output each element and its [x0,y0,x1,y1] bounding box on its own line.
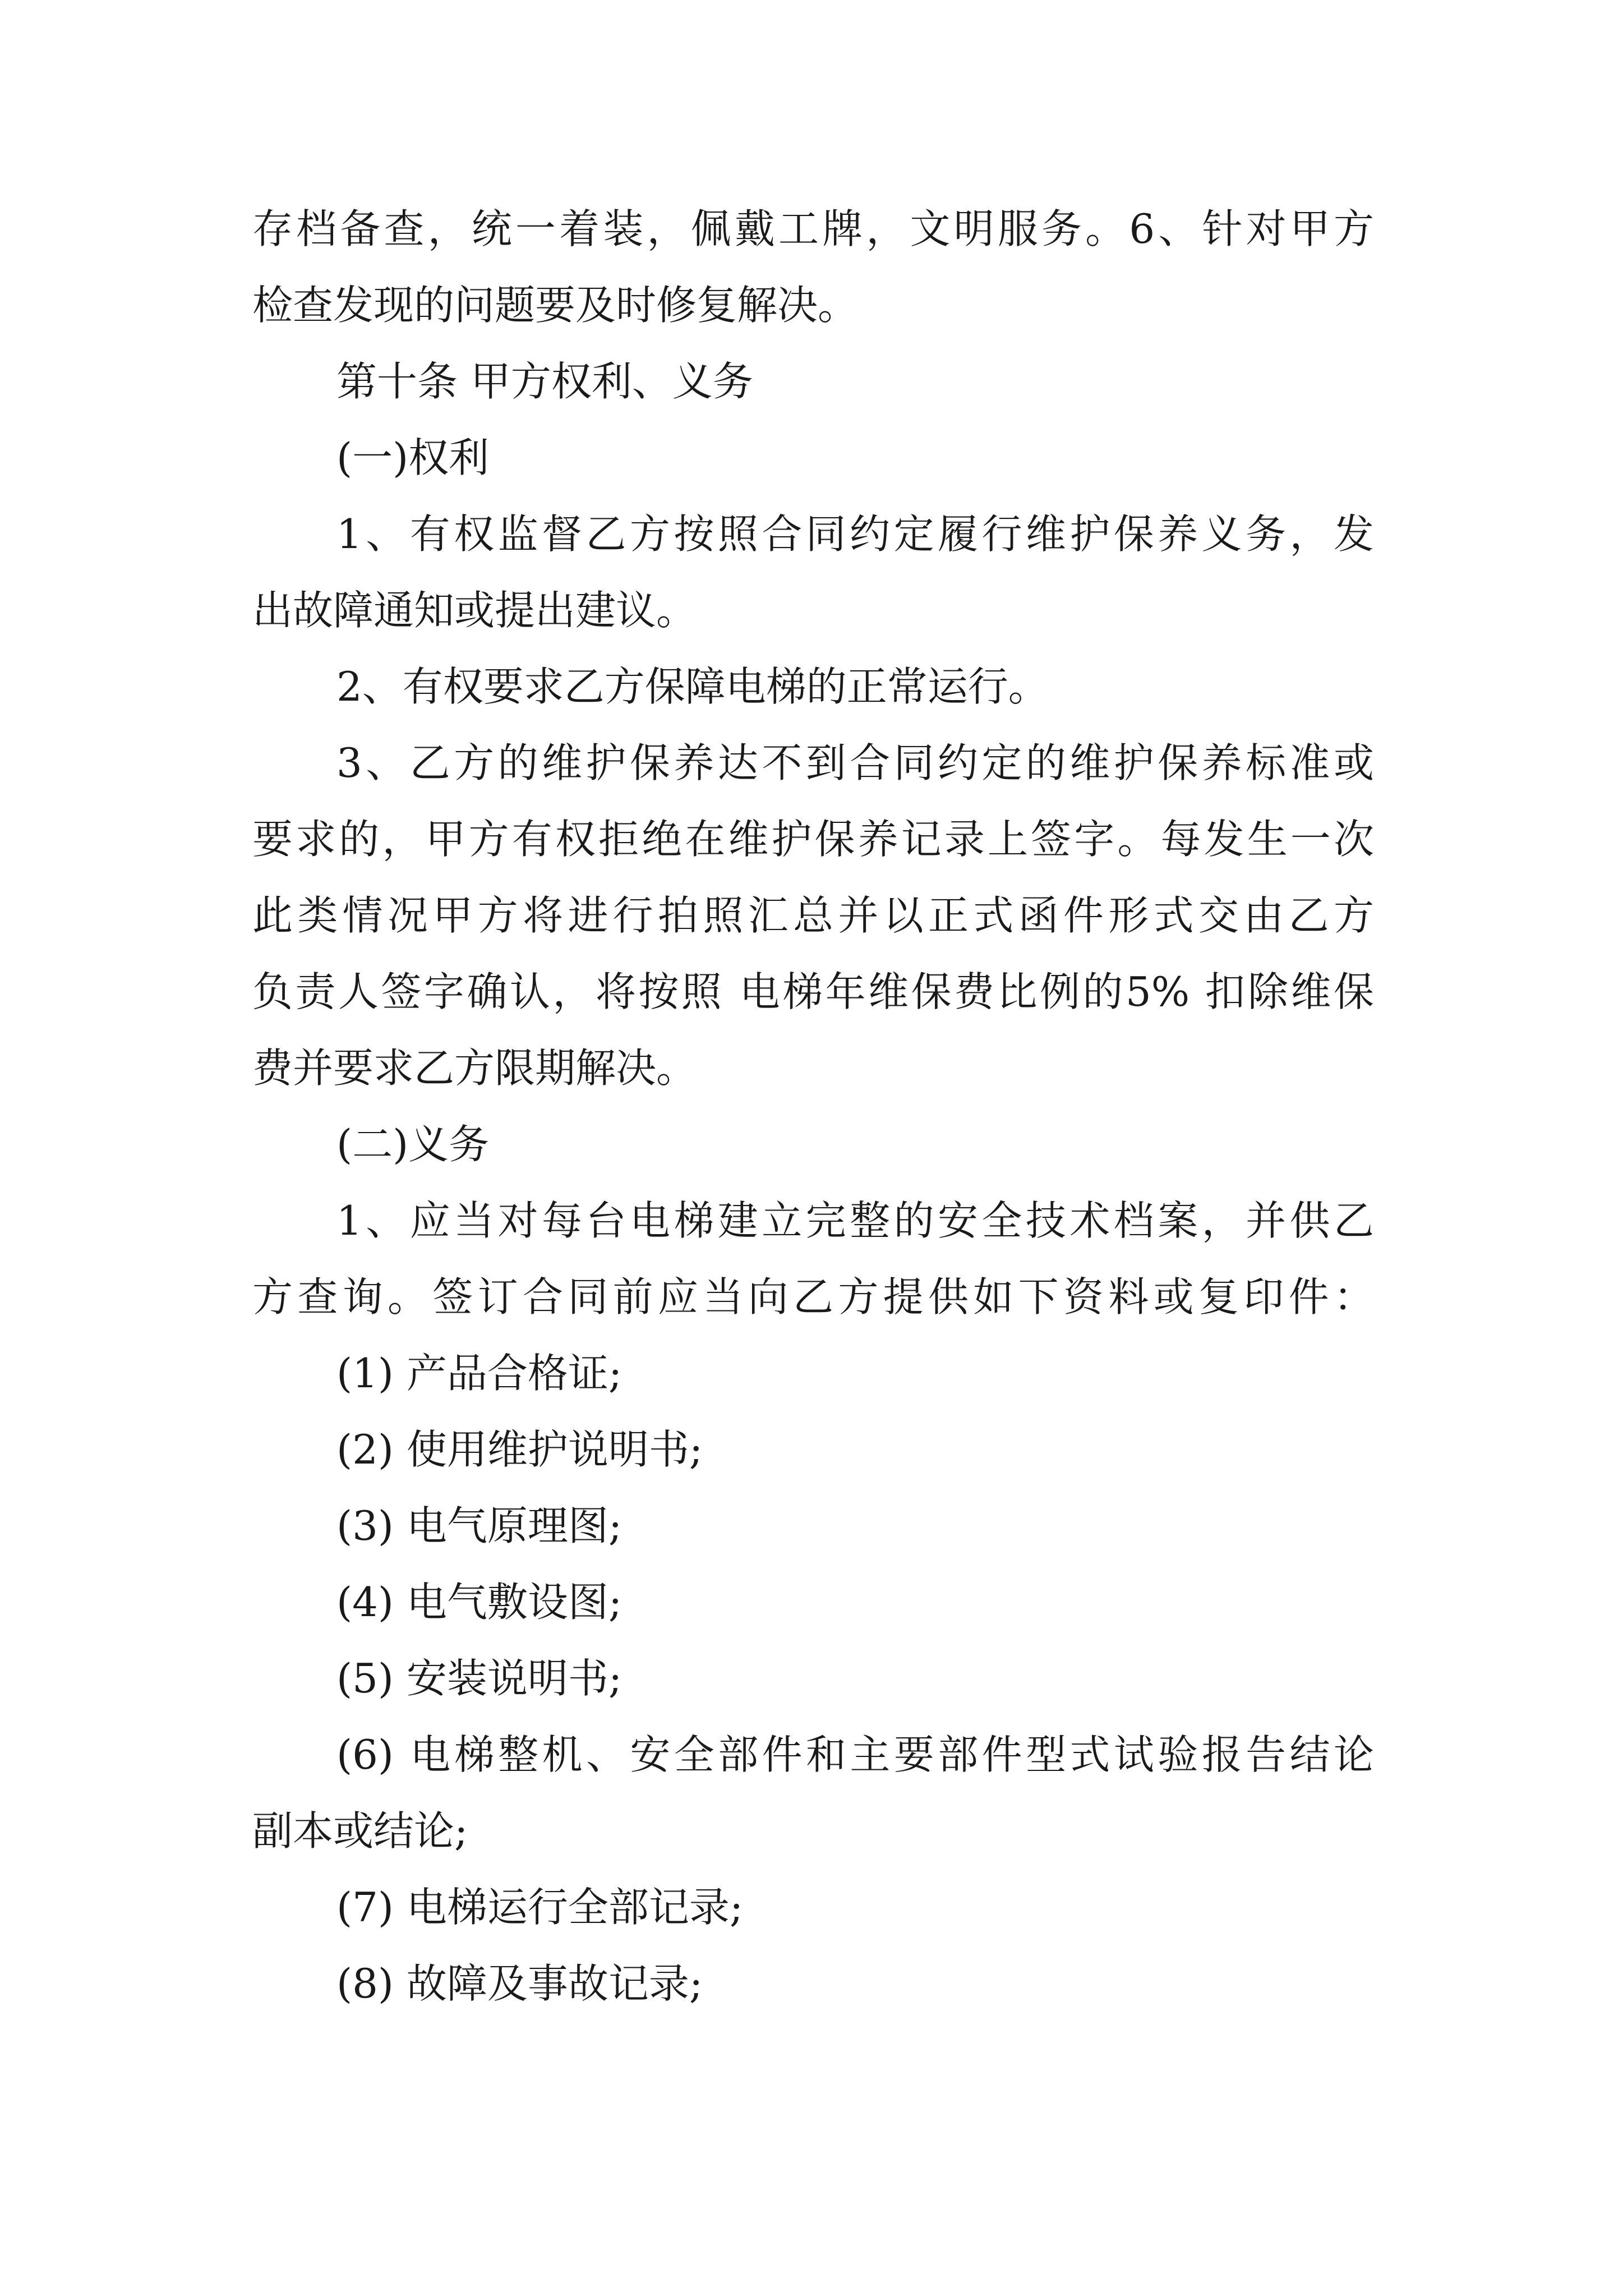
section-heading-rights: (一)权利 [336,434,490,481]
article-heading: 第十条 甲方权利、义务 [336,358,753,405]
paragraph-line: 要求的，甲方有权拒绝在维护保养记录上签字。每发生一次 [252,816,1374,863]
document-body [252,191,1374,2022]
list-item: (4) 电气敷设图; [336,1579,623,1626]
list-item: (5) 安装说明书; [336,1655,623,1702]
list-item-continuation: 副本或结论; [252,1807,468,1855]
list-item: (7) 电梯运行全部记录; [336,1884,744,1931]
paragraph-line: 存档备查，统一着装，佩戴工牌，文明服务。6、针对甲方 [252,205,1374,252]
paragraph-line: 2、有权要求乙方保障电梯的正常运行。 [336,663,1049,710]
paragraph-line: 费并要求乙方限期解决。 [252,1045,697,1092]
paragraph-line: 3、乙方的维护保养达不到合同约定的维护保养标准或 [336,739,1374,786]
paragraph-line: 检查发现的问题要及时修复解决。 [252,282,859,329]
list-item: (2) 使用维护说明书; [336,1426,703,1473]
paragraph-line: 1、应当对每台电梯建立完整的安全技术档案，并供乙 [336,1197,1374,1244]
paragraph-line: 1、有权监督乙方按照合同约定履行维护保养义务，发 [336,510,1374,558]
paragraph-line: 方查询。签订合同前应当向乙方提供如下资料或复印件： [252,1273,1374,1320]
list-item: (3) 电气原理图; [336,1502,623,1549]
list-item: (1) 产品合格证; [336,1350,623,1397]
paragraph-line: 此类情况甲方将进行拍照汇总并以正式函件形式交由乙方 [252,892,1374,939]
list-item: (8) 故障及事故记录; [336,1960,703,2007]
section-heading-obligations: (二)义务 [336,1121,490,1168]
paragraph-line: 负责人签字确认，将按照 电梯年维保费比例的5% 扣除维保 [252,968,1374,1015]
paragraph-line: 出故障通知或提出建议。 [252,587,697,634]
list-item: (6) 电梯整机、安全部件和主要部件型式试验报告结论 [336,1731,1374,1778]
